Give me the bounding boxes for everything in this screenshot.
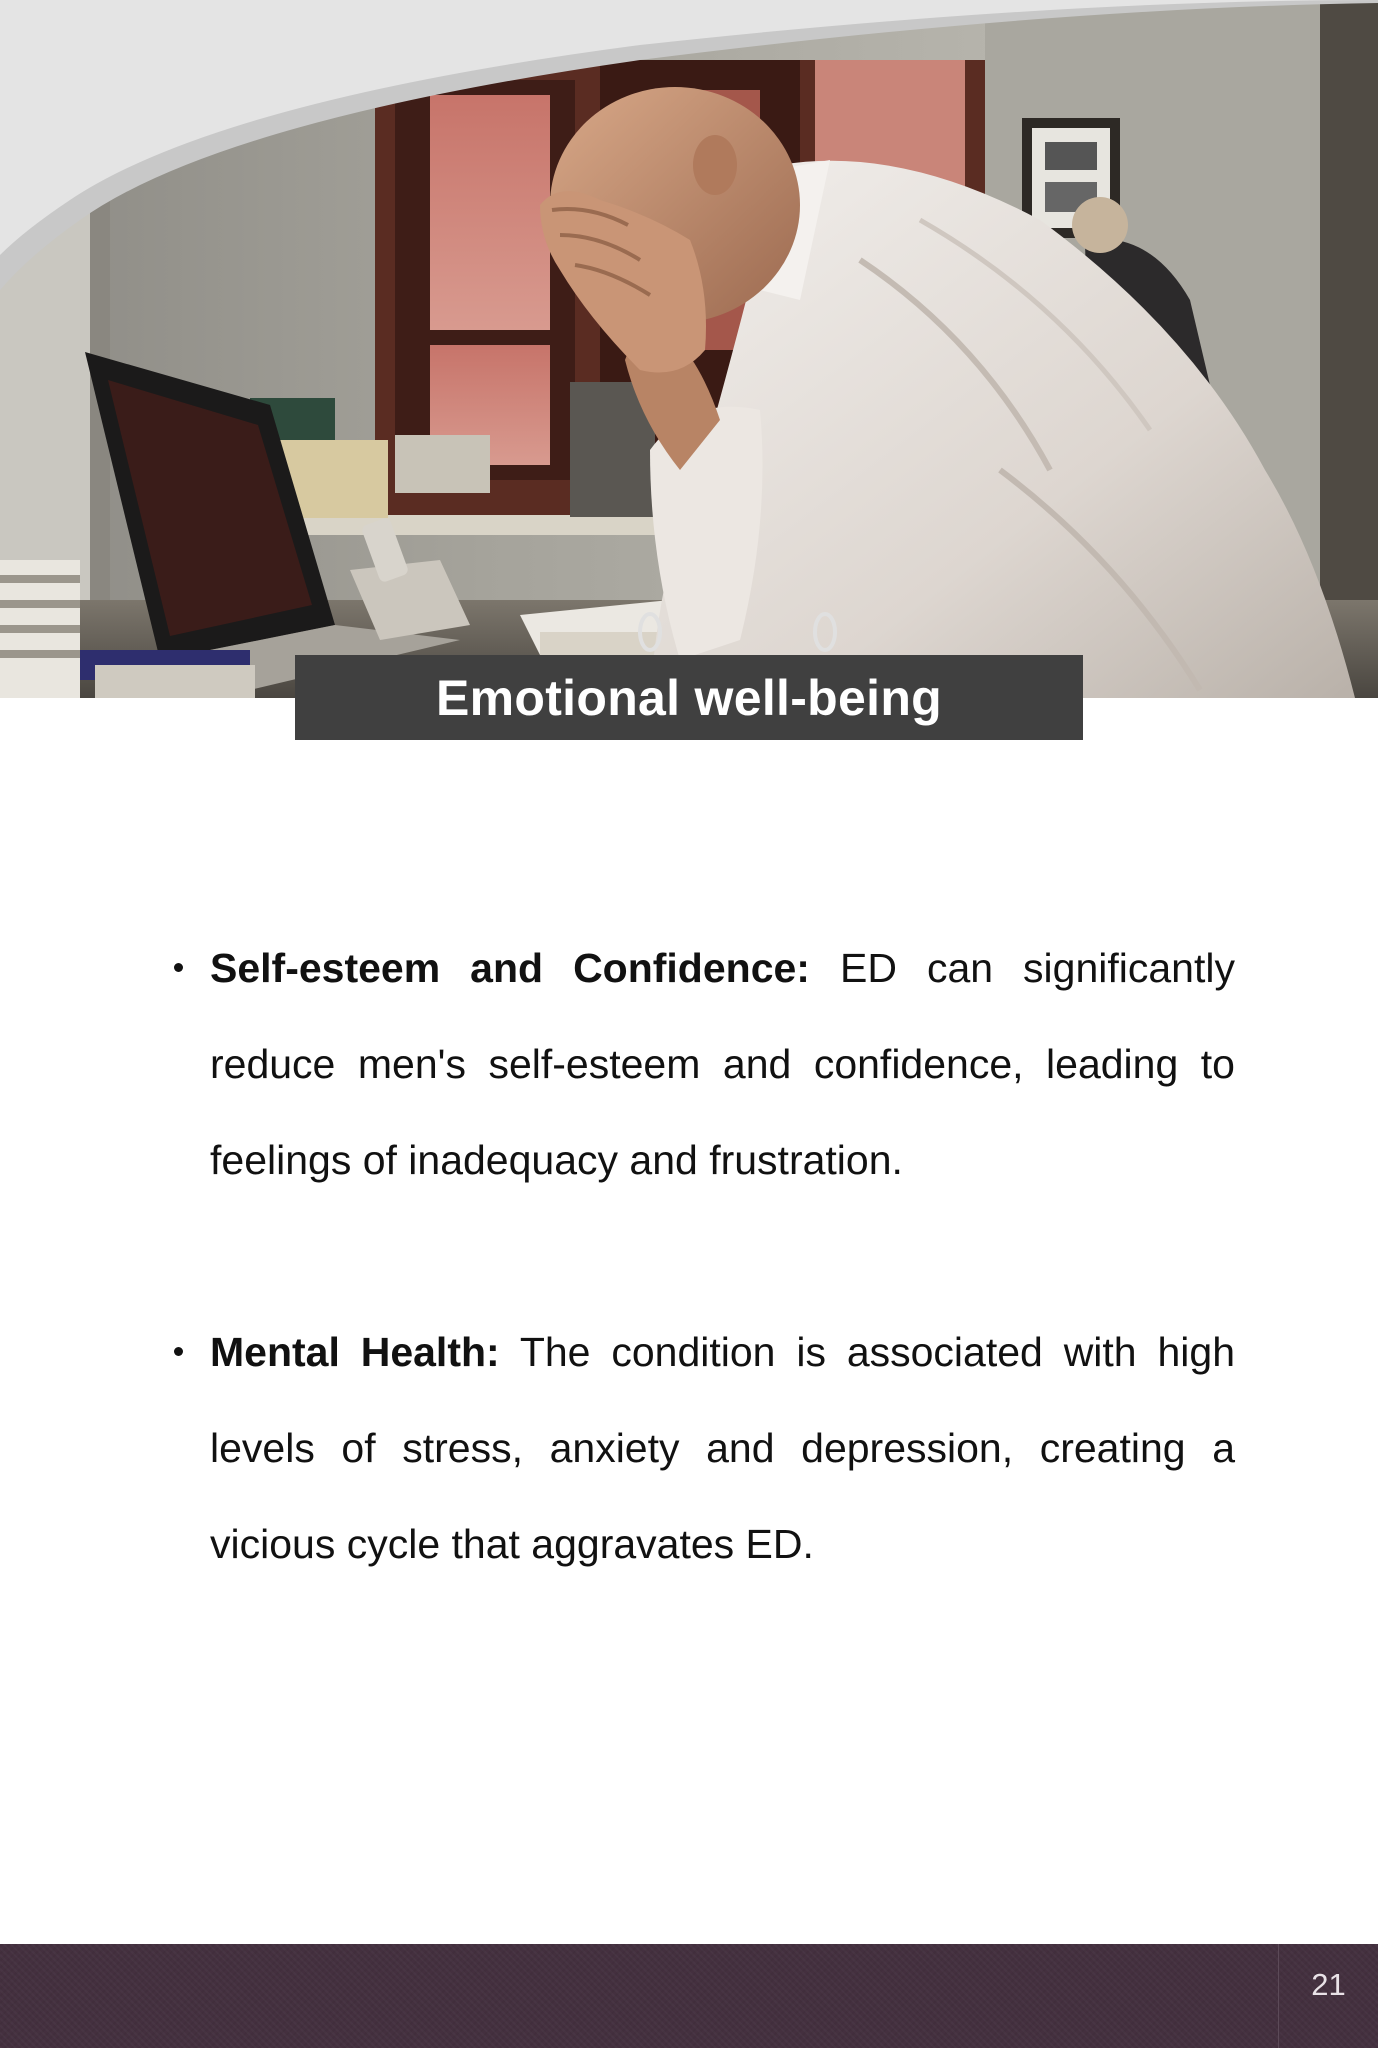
bullet-list xyxy=(170,920,1235,1592)
list-item xyxy=(170,1304,1235,1592)
bullet-text: The condition is associated with high levels of stress, anxiety and depression, creating a vicious cycle that aggravates ED. xyxy=(210,1329,1235,1567)
main-content xyxy=(170,920,1235,1592)
page-number: 21 xyxy=(1311,1967,1346,2002)
bullet-term: Self-esteem and Confidence: xyxy=(210,945,810,991)
bullet-term: Mental Health: xyxy=(210,1329,500,1375)
list-item xyxy=(170,920,1235,1208)
title-banner xyxy=(295,655,1083,740)
page-title: Emotional well-being xyxy=(435,669,943,726)
footer-bar xyxy=(0,1944,1378,2048)
hero-photo xyxy=(0,0,1378,698)
bullet-text: ED can significantly reduce men's self-esteem and confidence, leading to feelings of inadequacy and frustration. xyxy=(210,945,1235,1183)
bullet-icon xyxy=(174,963,183,972)
hero-image-section xyxy=(0,0,1378,698)
bullet-icon xyxy=(174,1347,183,1356)
